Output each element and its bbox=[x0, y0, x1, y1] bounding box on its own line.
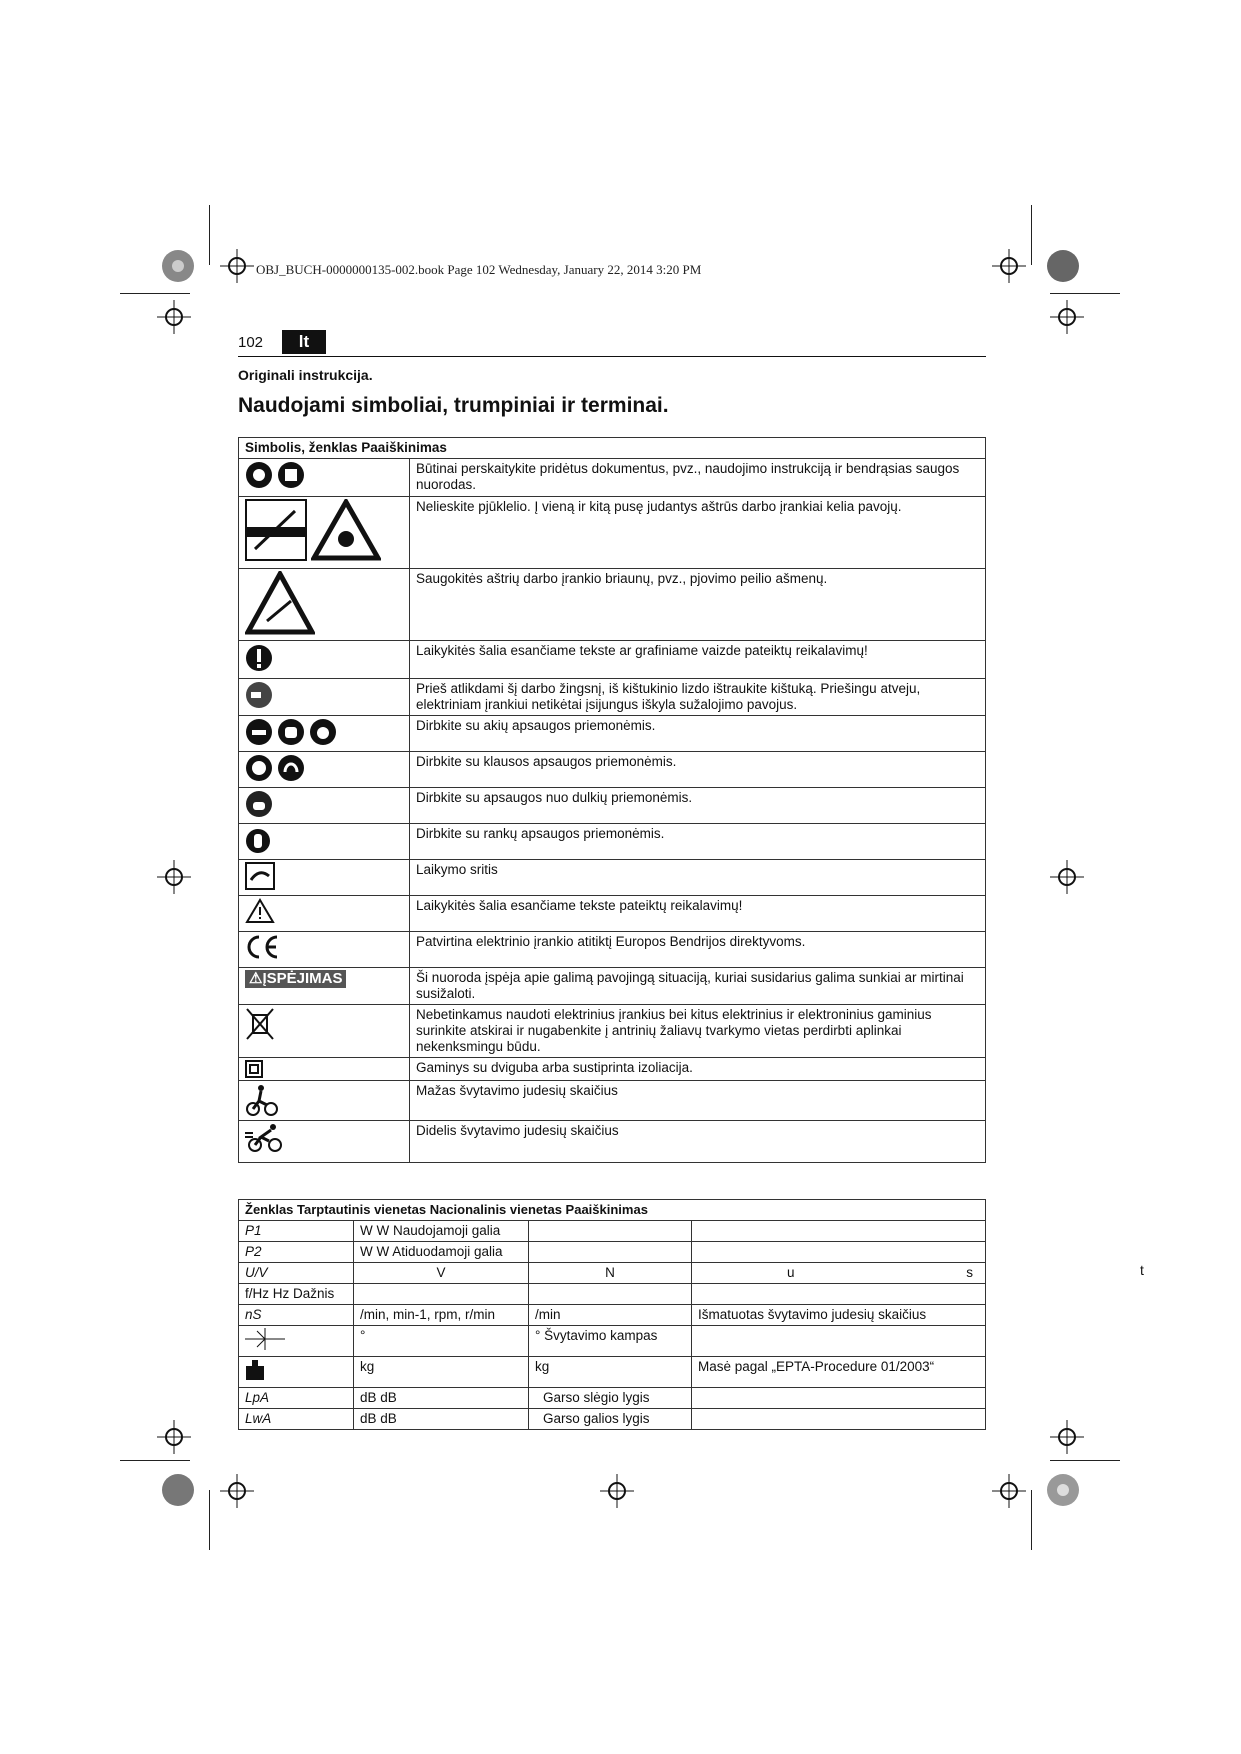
double-insulation-icon bbox=[245, 1060, 263, 1078]
symbol-description: Būtinai perskaitykite pridėtus dokumentus, pvz., naudojimo instrukciją ir bendrąsias saugos nuorodas. bbox=[410, 459, 986, 497]
symbol-description: Laikymo sritis bbox=[410, 860, 986, 896]
symbol-description: Didelis švytavimo judesių skaičius bbox=[410, 1121, 986, 1163]
weight-icon bbox=[245, 1359, 265, 1381]
crosshair-icon bbox=[220, 249, 254, 283]
symbol-description: Dirbkite su klausos apsaugos priemonėmis. bbox=[410, 752, 986, 788]
symbol-description: Laikykitės šalia esančiame tekste ar grafiniame vaizde pateiktų reikalavimų! bbox=[410, 641, 986, 679]
symbol-cell bbox=[239, 788, 410, 824]
unit-symbol: U/V bbox=[239, 1263, 354, 1284]
symbol-cell bbox=[239, 716, 410, 752]
warning-triangle-cut-icon bbox=[245, 571, 315, 635]
registration-mark-icon bbox=[1045, 1472, 1081, 1508]
symbol-description: Nebetinkamus naudoti elektrinius įrankius bei kitus elektrinius ir elektroninius gaminius surinkite atskirai ir nugabenkite į antrinių žaliavų tvarkymo vietas perdirbti aplinkai nekenksmingu būdu. bbox=[410, 1005, 986, 1058]
crosshair-icon bbox=[157, 1420, 191, 1454]
table-row bbox=[239, 968, 986, 1005]
symbol-description: Nelieskite pjūklelio. Į vieną ir kitą pusę judantys aštrūs darbo įrankiai kelia pavojų. bbox=[410, 497, 986, 569]
table-row bbox=[239, 752, 986, 788]
unit-explanation bbox=[692, 1242, 986, 1263]
unit-national bbox=[529, 1242, 692, 1263]
table-row bbox=[239, 860, 986, 896]
unit-symbol: f/Hz Hz Dažnis bbox=[239, 1284, 354, 1305]
unit-explanation: Išmatuotas švytavimo judesių skaičius bbox=[692, 1305, 986, 1326]
table-row bbox=[239, 1058, 986, 1081]
symbol-description: Prieš atlikdami šį darbo žingsnį, iš kištukinio lizdo ištraukite kištuką. Priešingu atveju, elektriniam įrankiui netikėtai įsijungus iškyla sužalojimo pavojus. bbox=[410, 679, 986, 716]
unit-explanation-s: s bbox=[966, 1265, 973, 1280]
crosshair-icon bbox=[157, 860, 191, 894]
units-table-header: Ženklas Tarptautinis vienetas Nacionalinis vienetas Paaiškinimas bbox=[239, 1200, 986, 1221]
unit-explanation bbox=[692, 1388, 986, 1409]
gloves-icon bbox=[245, 826, 271, 856]
manual-book-icon bbox=[277, 461, 305, 489]
unit-symbol: LpA bbox=[239, 1388, 354, 1409]
crosshair-icon bbox=[1050, 300, 1084, 334]
symbol-cell bbox=[239, 752, 410, 788]
units-table-header-row bbox=[239, 1200, 986, 1221]
table-row bbox=[239, 932, 986, 968]
symbols-table bbox=[238, 437, 986, 1163]
table-row bbox=[239, 459, 986, 497]
table-row bbox=[239, 679, 986, 716]
warning-badge: ⚠ĮSPĖJIMAS bbox=[245, 970, 346, 988]
language-badge: lt bbox=[282, 330, 326, 354]
symbol-cell bbox=[239, 1005, 410, 1058]
table-row bbox=[239, 641, 986, 679]
table-row bbox=[239, 1409, 986, 1430]
symbol-cell bbox=[239, 497, 410, 569]
unit-national bbox=[529, 1284, 692, 1305]
unit-international: ° bbox=[354, 1326, 529, 1357]
table-row bbox=[239, 1263, 986, 1284]
book-info-line: OBJ_BUCH-0000000135-002.book Page 102 Wednesday, January 22, 2014 3:20 PM bbox=[256, 262, 702, 277]
symbol-description: Gaminys su dviguba arba sustiprinta izoliacija. bbox=[410, 1058, 986, 1081]
crop-line bbox=[1050, 1460, 1120, 1461]
table-row bbox=[239, 1357, 986, 1388]
units-table bbox=[238, 1199, 986, 1430]
unit-international: dB dB bbox=[354, 1409, 529, 1430]
header-rule bbox=[238, 356, 986, 357]
attention-blade-icon bbox=[245, 499, 307, 561]
crop-line bbox=[1031, 205, 1032, 265]
warning-triangle-hand-icon bbox=[311, 499, 381, 561]
unit-explanation bbox=[692, 1326, 986, 1357]
symbol-cell bbox=[239, 459, 410, 497]
crosshair-icon bbox=[992, 1474, 1026, 1508]
page-number: 102 bbox=[238, 334, 264, 351]
symbol-cell bbox=[239, 860, 410, 896]
table-row bbox=[239, 1081, 986, 1121]
crop-line bbox=[209, 1490, 210, 1550]
table-row bbox=[239, 896, 986, 932]
symbol-description: Laikykitės šalia esančiame tekste pateiktų reikalavimų! bbox=[410, 896, 986, 932]
unit-explanation bbox=[692, 1221, 986, 1242]
unit-international: dB dB bbox=[354, 1388, 529, 1409]
symbol-cell bbox=[239, 1081, 410, 1121]
symbol-cell bbox=[239, 968, 410, 1005]
table-row bbox=[239, 1326, 986, 1357]
page-title: Naudojami simboliai, trumpiniai ir terminai. bbox=[238, 394, 669, 417]
caution-triangle-icon bbox=[245, 898, 275, 924]
symbol-description: Patvirtina elektrinio įrankio atitiktį Europos Bendrijos direktyvoms. bbox=[410, 932, 986, 968]
exclamation-icon bbox=[245, 643, 273, 673]
unit-symbol bbox=[239, 1357, 354, 1388]
unit-national: Garso galios lygis bbox=[529, 1409, 692, 1430]
crop-line bbox=[209, 205, 210, 265]
symbol-description: Dirbkite su apsaugos nuo dulkių priemonėmis. bbox=[410, 788, 986, 824]
unit-national bbox=[529, 1221, 692, 1242]
oscillation-angle-icon bbox=[245, 1328, 285, 1350]
table-row bbox=[239, 1221, 986, 1242]
registration-mark-icon bbox=[160, 1472, 196, 1508]
unit-explanation: Masė pagal „EPTA-Procedure 01/2003“ bbox=[692, 1357, 986, 1388]
ear-protection-icon bbox=[245, 754, 273, 782]
table-row bbox=[239, 1284, 986, 1305]
slow-cyclist-icon bbox=[245, 1083, 279, 1117]
ear-muffs-icon bbox=[277, 754, 305, 782]
unit-explanation-u: u bbox=[787, 1265, 795, 1280]
unit-national: /min bbox=[529, 1305, 692, 1326]
unit-symbol: LwA bbox=[239, 1409, 354, 1430]
ce-mark-icon bbox=[245, 934, 281, 960]
table-row bbox=[239, 1005, 986, 1058]
table-row bbox=[239, 1388, 986, 1409]
dust-mask-icon bbox=[245, 790, 273, 818]
crop-line bbox=[1031, 1490, 1032, 1550]
table-row bbox=[239, 569, 986, 641]
unit-symbol: P2 bbox=[239, 1242, 354, 1263]
unit-explanation bbox=[692, 1263, 986, 1284]
symbol-cell bbox=[239, 641, 410, 679]
symbol-description: Saugokitės aštrių darbo įrankio briaunų, pvz., pjovimo peilio ašmenų. bbox=[410, 569, 986, 641]
unit-international: W W Atiduodamoji galia bbox=[354, 1242, 529, 1263]
symbol-cell bbox=[239, 1058, 410, 1081]
unplug-icon bbox=[245, 681, 273, 709]
unit-national: Garso slėgio lygis bbox=[529, 1388, 692, 1409]
symbol-description: Mažas švytavimo judesių skaičius bbox=[410, 1081, 986, 1121]
table-row bbox=[239, 1121, 986, 1163]
symbol-cell bbox=[239, 679, 410, 716]
original-instructions-heading: Originali instrukcija. bbox=[238, 367, 373, 383]
symbol-description: Ši nuoroda įspėja apie galimą pavojingą situaciją, kuriai susidarius galima sunkiai ar mirtinai susižaloti. bbox=[410, 968, 986, 1005]
registration-mark-icon bbox=[160, 248, 196, 284]
stray-letter: t bbox=[1140, 1262, 1144, 1278]
fast-cyclist-icon bbox=[245, 1123, 285, 1153]
table-row bbox=[239, 497, 986, 569]
symbol-description: Dirbkite su akių apsaugos priemonėmis. bbox=[410, 716, 986, 752]
table-row bbox=[239, 716, 986, 752]
unit-symbol bbox=[239, 1326, 354, 1357]
table-row bbox=[239, 1305, 986, 1326]
face-shield-icon bbox=[277, 718, 305, 746]
crosshair-icon bbox=[992, 249, 1026, 283]
unit-international: V bbox=[354, 1263, 529, 1284]
symbols-table-header-row bbox=[239, 438, 986, 459]
unit-symbol: P1 bbox=[239, 1221, 354, 1242]
eye-protection-icon bbox=[245, 718, 273, 746]
symbol-cell bbox=[239, 896, 410, 932]
crosshair-icon bbox=[1050, 860, 1084, 894]
symbol-cell bbox=[239, 569, 410, 641]
unit-international: /min, min-1, rpm, r/min bbox=[354, 1305, 529, 1326]
unit-explanation bbox=[692, 1409, 986, 1430]
symbol-cell bbox=[239, 932, 410, 968]
crop-line bbox=[120, 1460, 190, 1461]
symbol-cell bbox=[239, 1121, 410, 1163]
unit-explanation bbox=[692, 1284, 986, 1305]
unit-national: ° Švytavimo kampas bbox=[529, 1326, 692, 1357]
unit-international bbox=[354, 1284, 529, 1305]
read-manual-icon bbox=[245, 461, 273, 489]
table-row bbox=[239, 788, 986, 824]
grip-area-icon bbox=[245, 862, 275, 890]
table-row bbox=[239, 824, 986, 860]
crosshair-icon bbox=[157, 300, 191, 334]
crosshair-icon bbox=[220, 1474, 254, 1508]
unit-symbol: nS bbox=[239, 1305, 354, 1326]
crosshair-icon bbox=[600, 1474, 634, 1508]
crosshair-icon bbox=[1050, 1420, 1084, 1454]
goggles-icon bbox=[309, 718, 337, 746]
symbol-cell bbox=[239, 824, 410, 860]
symbol-description: Dirbkite su rankų apsaugos priemonėmis. bbox=[410, 824, 986, 860]
unit-national: N bbox=[529, 1263, 692, 1284]
unit-national: kg bbox=[529, 1357, 692, 1388]
registration-mark-icon bbox=[1045, 248, 1081, 284]
symbols-table-header: Simbolis, ženklas Paaiškinimas bbox=[239, 438, 986, 459]
unit-international: W W Naudojamoji galia bbox=[354, 1221, 529, 1242]
table-row bbox=[239, 1242, 986, 1263]
crop-line bbox=[1050, 293, 1120, 294]
crop-line bbox=[120, 293, 190, 294]
crossed-bin-icon bbox=[245, 1007, 275, 1041]
unit-international: kg bbox=[354, 1357, 529, 1388]
